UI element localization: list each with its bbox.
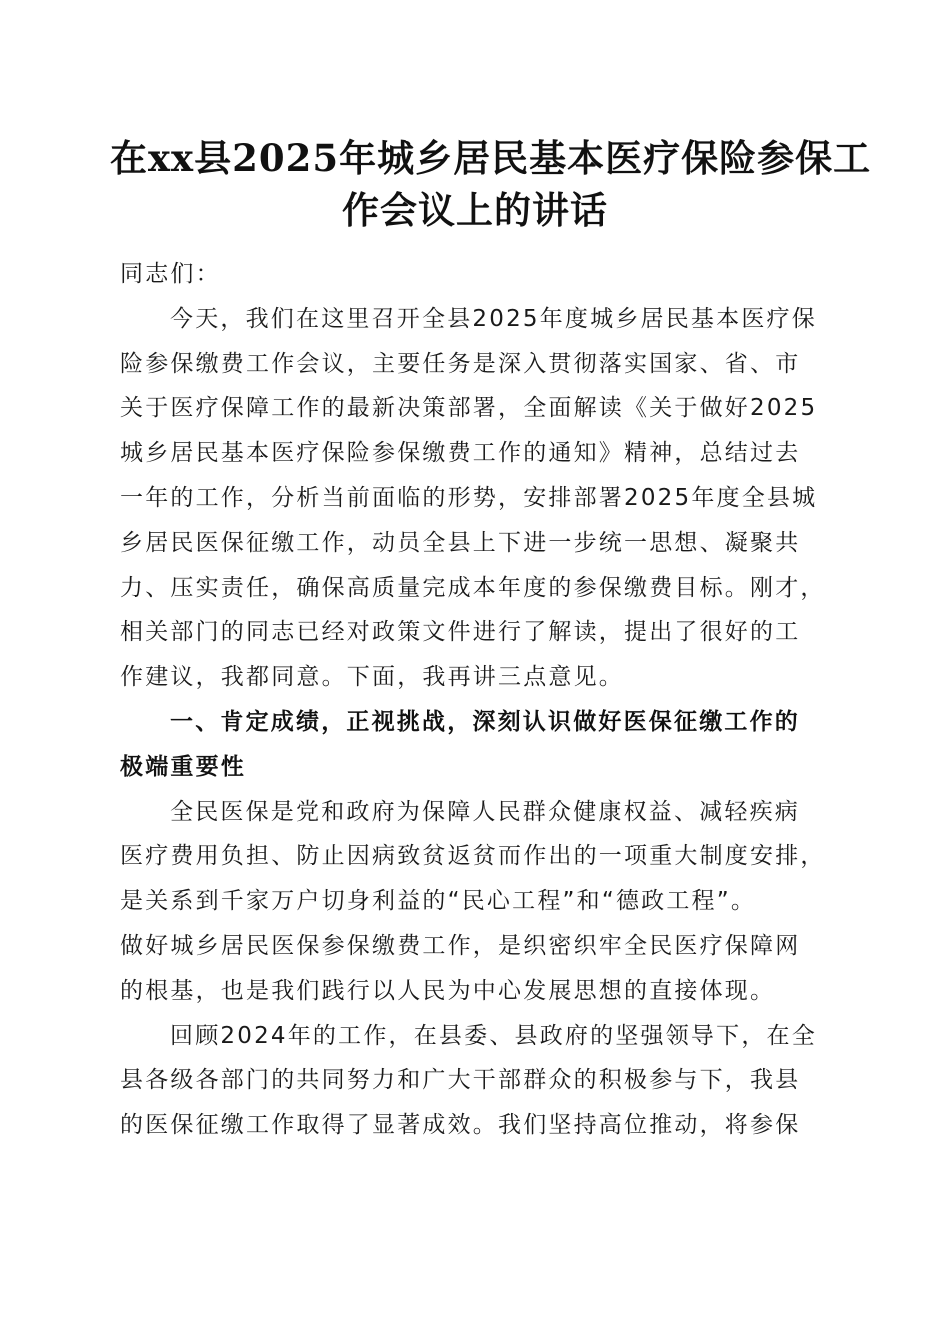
paragraph-line: 力、压实责任，确保高质量完成本年度的参保缴费目标。刚才， [120,574,826,601]
salutation: 同志们： [120,261,221,287]
paragraph-line: 做好城乡居民医保参保缴费工作，是织密织牢全民医疗保障网 [120,932,801,959]
paragraph-line: 今天，我们在这里召开全县2025年度城乡居民基本医疗保 [170,305,817,332]
paragraph-review [120,1014,832,1148]
paragraph-line: 险参保缴费工作会议，主要任务是深入贯彻落实国家、省、市 [120,350,801,377]
section-heading-1 [120,700,832,790]
heading-line: 一、肯定成绩，正视挑战，深刻认识做好医保征缴工作的 [170,708,800,735]
paragraph-line: 是关系到千家万户切身利益的“民心工程”和“德政工程”。 [120,888,757,915]
title-line: 作会议上的讲话 [342,188,608,232]
title-line: 在xx县2025年城乡居民基本医疗保险参保工 [110,136,872,180]
paragraph-line: 县各级各部门的共同努力和广大干部群众的积极参与下，我县 [120,1067,801,1094]
paragraph-line: 全民医保是党和政府为保障人民群众健康权益、减轻疾病 [170,798,800,825]
paragraph-significance [120,790,832,1014]
paragraph-line: 相关部门的同志已经对政策文件进行了解读，提出了很好的工 [120,619,801,646]
document-title [110,132,872,236]
paragraph-line: 关于医疗保障工作的最新决策部署，全面解读《关于做好2025 [120,395,818,422]
document-body [120,252,832,1148]
paragraph-line: 回顾2024年的工作，在县委、县政府的坚强领导下，在全 [170,1022,817,1049]
heading-line: 极端重要性 [120,753,246,780]
paragraph-line: 作建议，我都同意。下面，我再讲三点意见。 [120,664,624,691]
paragraph-line: 乡居民医保征缴工作，动员全县上下进一步统一思想、凝聚共 [120,529,801,556]
paragraph-line: 的医保征缴工作取得了显著成效。我们坚持高位推动，将参保 [120,1112,801,1139]
paragraph-opening [120,297,832,700]
paragraph-line: 医疗费用负担、防止因病致贫返贫而作出的一项重大制度安排， [120,843,826,870]
paragraph-line: 的根基，也是我们践行以人民为中心发展思想的直接体现。 [120,977,776,1004]
paragraph-line: 一年的工作，分析当前面临的形势，安排部署2025年度全县城 [120,484,818,511]
paragraph-line: 城乡居民基本医疗保险参保缴费工作的通知》精神，总结过去 [120,440,801,467]
